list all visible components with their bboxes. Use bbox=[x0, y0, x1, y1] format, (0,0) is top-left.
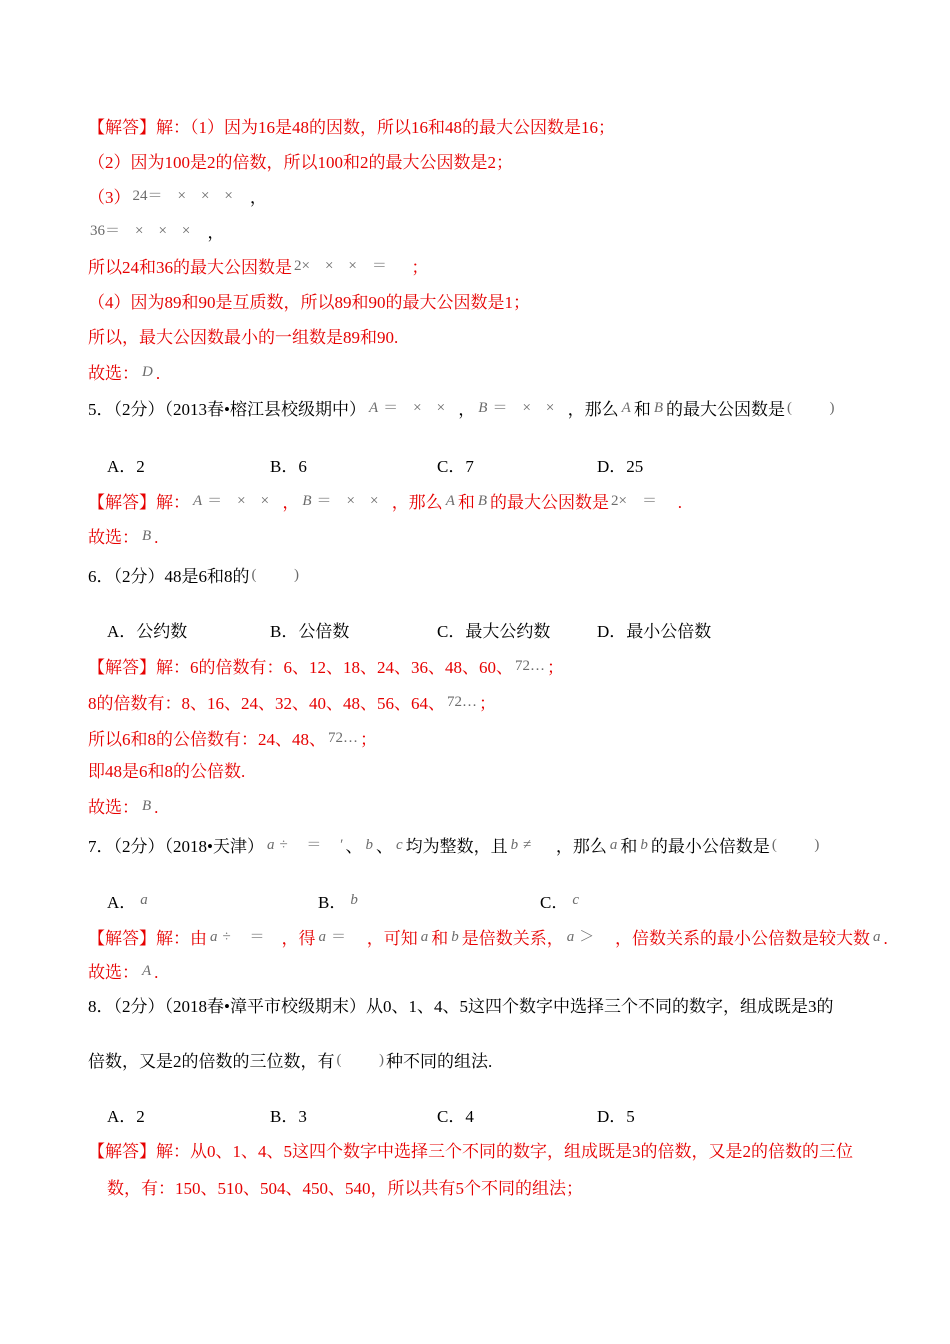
q6-solution-line bbox=[88, 656, 564, 680]
q5-option-a bbox=[107, 455, 145, 479]
math-variable: B bbox=[477, 493, 488, 509]
text-run: 种不同的组法. bbox=[386, 1052, 493, 1071]
math-variable: D bbox=[142, 364, 153, 380]
q8-option-d bbox=[597, 1105, 635, 1129]
option-value: 公倍数 bbox=[298, 622, 350, 641]
option-value: c bbox=[572, 892, 580, 908]
math-variable: c bbox=[395, 837, 403, 853]
q6-option-d bbox=[597, 620, 711, 644]
text-run: 【解答】解： bbox=[88, 493, 190, 512]
math-variable: a bbox=[210, 929, 218, 945]
text-run: ， bbox=[249, 188, 267, 207]
option-value: 公约数 bbox=[136, 622, 188, 641]
text-run: 均为整数，且 bbox=[405, 837, 508, 856]
math-expression: ＝ × × bbox=[207, 493, 281, 509]
text-run: 和 bbox=[633, 400, 651, 419]
q8-stem bbox=[88, 1050, 492, 1074]
q4-solution-line bbox=[88, 291, 530, 315]
option-letter: B． bbox=[270, 1107, 299, 1126]
option-value: 25 bbox=[626, 457, 644, 476]
text-run: 故选： bbox=[88, 528, 139, 547]
option-letter: B． bbox=[318, 893, 347, 912]
text-run: ， bbox=[458, 400, 476, 419]
text-run: 7．（2分）（2018•天津） bbox=[88, 837, 264, 856]
option-value: 5 bbox=[626, 1107, 635, 1126]
q6-solution-line bbox=[88, 760, 245, 784]
option-letter: B． bbox=[270, 622, 299, 641]
q4-solution-line bbox=[88, 221, 224, 245]
option-letter: A． bbox=[107, 457, 137, 476]
q5-option-d bbox=[597, 455, 643, 479]
math-variable: a bbox=[873, 929, 881, 945]
q4-solution-line bbox=[88, 151, 513, 175]
text-run: （2）因为100是2的倍数，所以100和2的最大公因数是2； bbox=[88, 153, 513, 172]
option-letter: A． bbox=[107, 893, 137, 912]
q7-option-b bbox=[318, 891, 358, 915]
q7-solution-line bbox=[88, 927, 888, 951]
option-value: b bbox=[350, 892, 358, 908]
math-variable: B bbox=[142, 528, 152, 544]
q8-option-c bbox=[437, 1105, 474, 1129]
math-expression: 2× × × ＝ bbox=[294, 258, 410, 274]
text-run: . bbox=[154, 528, 159, 547]
text-run: （3） bbox=[88, 188, 131, 207]
option-letter: A． bbox=[107, 1107, 137, 1126]
text-run: 和 bbox=[620, 837, 638, 856]
text-run: 故选： bbox=[88, 364, 139, 383]
text-run: ，可知 bbox=[366, 929, 418, 948]
math-expression: ÷ ＝ ′ bbox=[279, 837, 344, 853]
math-variable: a bbox=[566, 929, 575, 945]
math-variable: a bbox=[266, 837, 275, 853]
q8-solution-line bbox=[88, 1140, 853, 1164]
math-expression: ≠ bbox=[523, 837, 554, 853]
text-run: ， bbox=[207, 223, 225, 242]
option-value: 3 bbox=[298, 1107, 307, 1126]
option-letter: C． bbox=[437, 1107, 466, 1126]
text-run: ，那么 bbox=[391, 493, 443, 512]
math-variable: A bbox=[621, 400, 631, 416]
text-run: （4）因为89和90是互质数，所以89和90的最大公因数是1； bbox=[88, 293, 530, 312]
text-run: 、 bbox=[345, 837, 363, 856]
text-run: ， bbox=[282, 493, 300, 512]
q6-option-b bbox=[270, 620, 349, 644]
math-expression: ＝ × × bbox=[492, 400, 566, 416]
text-run: 【解答】解：（1）因为16是48的因数，所以16和48的最大公因数是16； bbox=[88, 118, 615, 137]
text-run: 【解答】解：由 bbox=[88, 929, 207, 948]
text-run: ，得 bbox=[281, 929, 316, 948]
text-run: 6．（2分）48是6和8的 bbox=[88, 567, 250, 586]
math-expression: 72… bbox=[515, 658, 545, 674]
option-value: 最大公约数 bbox=[465, 622, 551, 641]
text-run: 倍数，又是2的倍数的三位数，有 bbox=[88, 1052, 335, 1071]
math-expression: ( ) bbox=[336, 1052, 384, 1068]
option-letter: D． bbox=[597, 457, 627, 476]
math-variable: B bbox=[142, 798, 152, 814]
option-value: 7 bbox=[465, 457, 474, 476]
text-run: ，倍数关系的最小公倍数是较大数 bbox=[615, 929, 871, 948]
q6-option-a bbox=[107, 620, 187, 644]
option-value: 6 bbox=[298, 457, 307, 476]
q6-option-c bbox=[437, 620, 550, 644]
text-run: ，那么 bbox=[555, 837, 607, 856]
text-run: 所以，最大公因数最小的一组数是89和90. bbox=[88, 328, 399, 347]
math-expression: 24＝ × × × bbox=[132, 188, 248, 204]
text-run: 、 bbox=[375, 837, 393, 856]
math-variable: b bbox=[365, 837, 373, 853]
text-run: 所以6和8的公倍数有：24、48、 bbox=[88, 730, 326, 749]
text-run: ； bbox=[479, 694, 496, 713]
q6-solution-line bbox=[88, 728, 377, 752]
math-variable: B bbox=[653, 400, 663, 416]
text-run: 数，有：150、510、504、450、540，所以共有5个不同的组法； bbox=[107, 1179, 583, 1198]
option-value: 最小公倍数 bbox=[626, 622, 712, 641]
q5-stem bbox=[88, 398, 836, 422]
math-expression: ＝ × × bbox=[316, 493, 390, 509]
q6-solution-line bbox=[88, 692, 496, 716]
math-variable: b bbox=[510, 837, 519, 853]
q4-answer-line bbox=[88, 362, 160, 386]
option-letter: D． bbox=[597, 1107, 627, 1126]
q6-answer-line bbox=[88, 796, 158, 820]
text-run: . bbox=[155, 364, 161, 383]
q4-solution-line bbox=[88, 186, 267, 210]
option-value: 2 bbox=[136, 1107, 145, 1126]
text-run: 5．（2分）（2013春•榕江县校级期中） bbox=[88, 400, 366, 419]
math-expression: ( ) bbox=[771, 837, 820, 853]
text-run: 和 bbox=[431, 929, 449, 948]
text-run: ，那么 bbox=[567, 400, 619, 419]
option-value: a bbox=[140, 892, 148, 908]
text-run: 8的倍数有：8、16、24、32、40、48、56、64、 bbox=[88, 694, 445, 713]
text-run: . bbox=[154, 798, 159, 817]
text-run: ； bbox=[411, 258, 429, 277]
math-variable: A bbox=[142, 963, 152, 979]
q7-answer-line bbox=[88, 961, 158, 985]
math-expression: 72… bbox=[328, 730, 358, 746]
text-run: 【解答】解：从0、1、4、5这四个数字中选择三个不同的数字，组成既是3的倍数，又是2的倍数的三位 bbox=[88, 1142, 853, 1161]
q8-stem bbox=[88, 995, 833, 1019]
text-run: . bbox=[154, 963, 159, 982]
q7-option-a bbox=[107, 891, 148, 915]
math-variable: a bbox=[318, 929, 326, 945]
math-variable: A bbox=[193, 493, 203, 509]
math-variable: a bbox=[420, 929, 429, 945]
option-value: 4 bbox=[465, 1107, 474, 1126]
math-expression: 36＝ × × × bbox=[90, 223, 206, 239]
math-expression: ÷ ＝ bbox=[222, 929, 280, 945]
q5-option-b bbox=[270, 455, 307, 479]
text-run: 的最小公倍数是 bbox=[650, 837, 770, 856]
q4-solution-line bbox=[88, 256, 428, 280]
q8-solution-line bbox=[107, 1177, 583, 1201]
text-run: 的最大公因数是 bbox=[665, 400, 785, 419]
option-letter: B． bbox=[270, 457, 299, 476]
math-variable: b bbox=[640, 837, 648, 853]
option-letter: C． bbox=[437, 622, 466, 641]
math-variable: B bbox=[478, 400, 488, 416]
q4-solution-line bbox=[88, 326, 398, 350]
q5-answer-line bbox=[88, 526, 158, 550]
text-run: 即48是6和8的公倍数. bbox=[88, 762, 246, 781]
text-run: 故选： bbox=[88, 963, 139, 982]
text-run: 和 bbox=[457, 493, 475, 512]
math-expression: ＝ bbox=[330, 929, 365, 945]
math-expression: 72… bbox=[447, 694, 477, 710]
math-variable: a bbox=[609, 837, 618, 853]
text-run: 所以24和36的最大公因数是 bbox=[88, 258, 292, 277]
option-value: 2 bbox=[136, 457, 145, 476]
text-run: . bbox=[883, 929, 888, 948]
math-variable: A bbox=[368, 400, 379, 416]
text-run: 的最大公因数是 bbox=[490, 493, 610, 512]
math-expression: 2× ＝ bbox=[611, 493, 676, 509]
math-expression: ＞ bbox=[579, 929, 614, 945]
q6-stem bbox=[88, 565, 301, 589]
math-expression: ( ) bbox=[251, 567, 299, 583]
q8-option-b bbox=[270, 1105, 307, 1129]
math-variable: A bbox=[445, 493, 455, 509]
text-run: . bbox=[677, 493, 682, 512]
option-letter: C． bbox=[540, 893, 569, 912]
math-variable: b bbox=[451, 929, 459, 945]
option-letter: A． bbox=[107, 622, 137, 641]
math-expression: ＝ × × bbox=[383, 400, 457, 416]
q5-option-c bbox=[437, 455, 474, 479]
option-letter: C． bbox=[437, 457, 466, 476]
q7-stem bbox=[88, 835, 821, 859]
q8-option-a bbox=[107, 1105, 145, 1129]
text-run: ； bbox=[547, 658, 564, 677]
q7-option-c bbox=[540, 891, 579, 915]
text-run: 故选： bbox=[88, 798, 139, 817]
text-run: 【解答】解：6的倍数有：6、12、18、24、36、48、60、 bbox=[88, 658, 513, 677]
math-expression: ( ) bbox=[786, 400, 835, 416]
math-variable: B bbox=[302, 493, 312, 509]
text-run: 是倍数关系， bbox=[461, 929, 564, 948]
q4-solution-line bbox=[88, 116, 615, 140]
text-run: ； bbox=[360, 730, 377, 749]
option-letter: D． bbox=[597, 622, 627, 641]
q5-solution-line bbox=[88, 491, 682, 515]
text-run: 8．（2分）（2018春•漳平市校级期末）从0、1、4、5这四个数字中选择三个不同的数字，组成既是3的 bbox=[88, 997, 834, 1016]
